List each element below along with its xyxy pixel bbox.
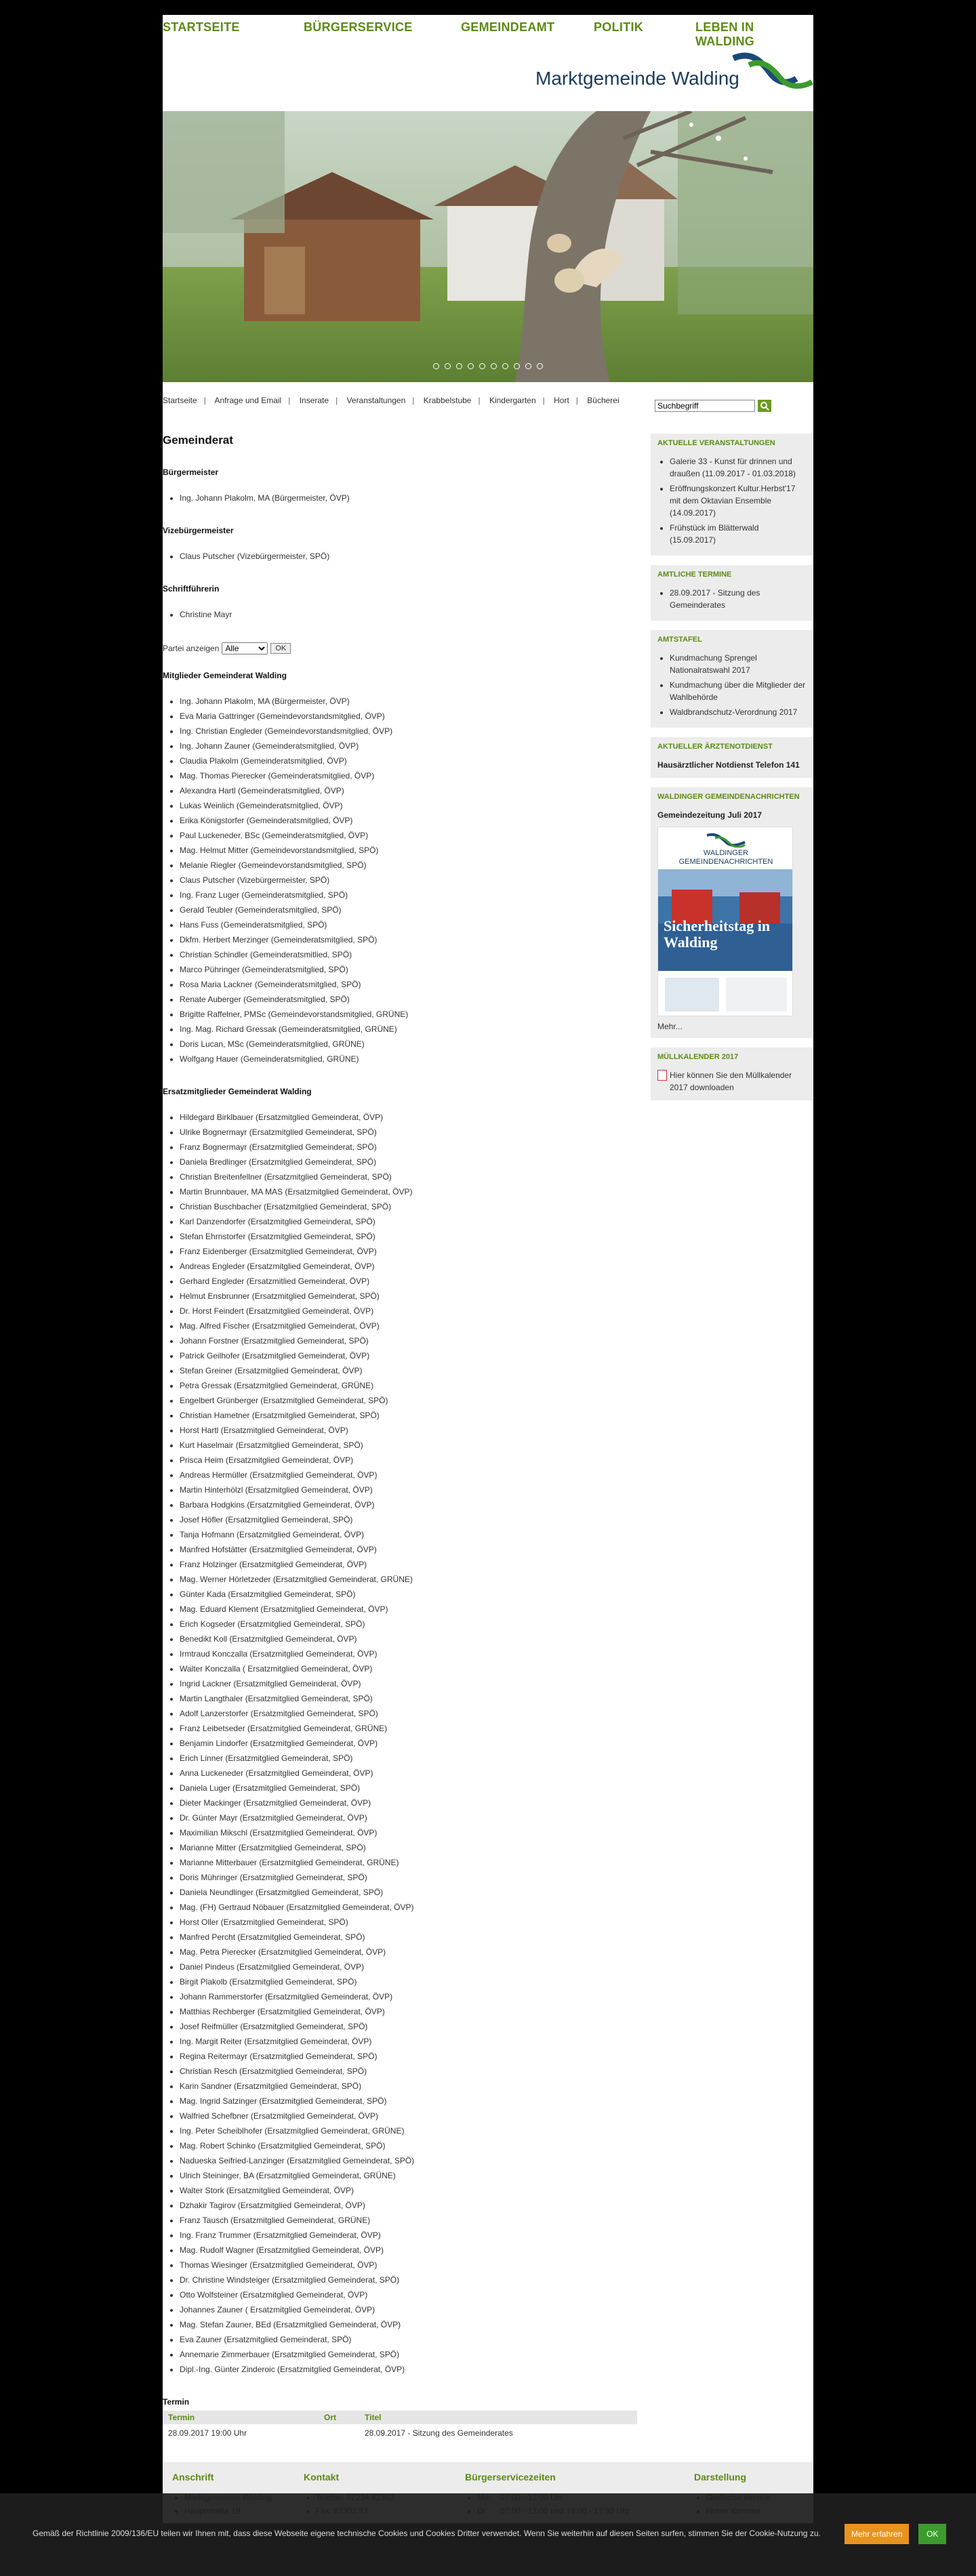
veranstaltungen-list bbox=[657, 455, 807, 546]
list-item: • Daniela Bredlinger (Ersatzmitglied Gemeinderat, SPÖ) bbox=[180, 1155, 637, 1169]
subnav-veranstaltungen[interactable]: Veranstaltungen bbox=[346, 396, 406, 405]
list-item: • Josef Reifmüller (Ersatzmitglied Gemeinderat, SPÖ) bbox=[180, 2019, 637, 2034]
separator: | bbox=[336, 396, 338, 405]
list-item: • Erich Kogseder (Ersatzmitglied Gemeinderat, SPÖ) bbox=[180, 1617, 637, 1632]
termin-col-titel: Titel bbox=[359, 2411, 637, 2424]
list-item: • Johann Rammerstorfer (Ersatzmitglied Gemeinderat, ÖVP) bbox=[180, 1989, 637, 2004]
list-item: • Manfred Percht (Ersatzmitglied Gemeinderat, SPÖ) bbox=[180, 1930, 637, 1945]
list-item: • Andreas Engleder (Ersatzmitglied Gemeinderat, ÖVP) bbox=[180, 1259, 637, 1274]
list-item: • Engelbert Grünberger (Ersatzmitglied Gemeinderat, SPÖ) bbox=[180, 1393, 637, 1408]
mitglieder-heading: Mitglieder Gemeinderat Walding bbox=[163, 671, 287, 680]
list-item: • Mag. Eduard Klement (Ersatzmitglied Gemeinderat, ÖVP) bbox=[180, 1602, 637, 1617]
termin-heading: Termin bbox=[163, 2397, 190, 2407]
cookie-banner bbox=[0, 2493, 976, 2576]
list-item: • Mag. Werner Hörletzeder (Ersatzmitglied Gemeinderat, GRÜNE) bbox=[180, 1572, 637, 1587]
list-item: • Walter Konczalla ( Ersatzmitglied Gemeinderat, ÖVP) bbox=[180, 1661, 637, 1676]
termin-row[interactable] bbox=[163, 2424, 637, 2442]
termin-cell-date: 28.09.2017 19:00 Uhr bbox=[168, 2428, 247, 2438]
list-item: • Alexandra Hartl (Gemeinderatsmitglied, ÖVP) bbox=[180, 783, 637, 798]
slideshow-dot[interactable] bbox=[525, 363, 531, 369]
nav-politik[interactable]: POLITIK bbox=[594, 20, 644, 34]
list-item: • Brigitte Raffelner, PMSc (Gemeindevorstandsmitglied, GRÜNE) bbox=[180, 1007, 637, 1022]
slideshow-dot[interactable] bbox=[456, 363, 462, 369]
list-item: • Manfred Hofstätter (Ersatzmitglied Gemeinderat, ÖVP) bbox=[180, 1542, 637, 1557]
list-item: • Christian Hametner (Ersatzmitglied Gemeinderat, SPÖ) bbox=[180, 1408, 637, 1423]
list-item: • Franz Holzinger (Ersatzmitglied Gemeinderat, ÖVP) bbox=[180, 1557, 637, 1572]
list-item: • Mag. (FH) Gertraud Nöbauer (Ersatzmitglied Gemeinderat, ÖVP) bbox=[180, 1900, 637, 1915]
list-item: • Mag. Ingrid Satzinger (Ersatzmitglied Gemeinderat, SPÖ) bbox=[180, 2094, 637, 2108]
party-select[interactable] bbox=[222, 642, 268, 655]
termin-header-row bbox=[163, 2411, 637, 2424]
subnav-buecherei[interactable]: Bücherei bbox=[587, 396, 619, 405]
list-item: • Renate Auberger (Gemeinderatsmitglied, SPÖ) bbox=[180, 992, 637, 1007]
list-item: • Franz Leibetseder (Ersatzmitglied Gemeinderat, GRÜNE) bbox=[180, 1721, 637, 1736]
nav-buergerservice[interactable]: BÜRGERSERVICE bbox=[304, 20, 413, 34]
list-item: • Mag. Petra Pierecker (Ersatzmitglied Gemeinderat, ÖVP) bbox=[180, 1945, 637, 1959]
cover-thumb-2 bbox=[726, 978, 787, 1012]
muellkalender-box bbox=[651, 1047, 813, 1100]
list-item: • Daniela Luger (Ersatzmitglied Gemeinderat, SPÖ) bbox=[180, 1781, 637, 1795]
slideshow-dot[interactable] bbox=[514, 363, 520, 369]
list-item: • Stefan Greiner (Ersatzmitglied Gemeinderat, ÖVP) bbox=[180, 1363, 637, 1378]
list-item: • Irmtraud Konczalla (Ersatzmitglied Gemeinderat, ÖVP) bbox=[180, 1646, 637, 1661]
list-item: • Franz Bognermayr (Ersatzmitglied Gemeinderat, SPÖ) bbox=[180, 1140, 637, 1155]
list-item: • Martin Brunnbauer, MA MAS (Ersatzmitglied Gemeinderat, ÖVP) bbox=[180, 1184, 637, 1199]
ersatzmitglieder-heading: Ersatzmitglieder Gemeinderat Walding bbox=[163, 1087, 312, 1096]
list-item: • Ing. Peter Scheiblhofer (Ersatzmitglied Gemeinderat, GRÜNE) bbox=[180, 2123, 637, 2138]
list-item: • Ing. Johann Plakolm, MA (Bürgermeister, ÖVP) bbox=[180, 694, 637, 709]
list-item[interactable]: • Kundmachung Sprengel Nationalratswahl 2017 bbox=[670, 652, 807, 676]
list-item[interactable]: • 28.09.2017 - Sitzung des Gemeinderates bbox=[670, 587, 807, 611]
list-item: • Andreas Hermüller (Ersatzmitglied Gemeinderat, ÖVP) bbox=[180, 1468, 637, 1482]
schriftfuehrerin-heading: Schriftführerin bbox=[163, 584, 220, 594]
list-item: • Otto Wolfsteiner (Ersatzmitglied Gemeinderat, ÖVP) bbox=[180, 2287, 637, 2302]
list-item: • Paul Luckeneder, BSc (Gemeinderatsmitglied, ÖVP) bbox=[180, 828, 637, 843]
list-item[interactable]: • Galerie 33 - Kunst für drinnen und draußen (11.09.2017 - 01.03.2018) bbox=[670, 455, 807, 480]
list-item: • Dr. Christine Windsteiger (Ersatzmitglied Gemeinderat, SPÖ) bbox=[180, 2272, 637, 2287]
cover-header bbox=[658, 827, 793, 868]
list-item: • Christian Breitenfellner (Ersatzmitglied Gemeinderat, SPÖ) bbox=[180, 1169, 637, 1184]
list-item: • Eva Zauner (Ersatzmitglied Gemeinderat, SPÖ) bbox=[180, 2332, 637, 2347]
list-item: • Marianne Mitter (Ersatzmitglied Gemeinderat, SPÖ) bbox=[180, 1840, 637, 1855]
list-item: • Dieter Mackinger (Ersatzmitglied Gemeinderat, ÖVP) bbox=[180, 1795, 637, 1810]
mitglieder-list bbox=[163, 694, 637, 1066]
list-item: • Mag. Stefan Zauner, BEd (Ersatzmitglied Gemeinderat, ÖVP) bbox=[180, 2317, 637, 2332]
list-item: • Franz Tausch (Ersatzmitglied Gemeinderat, GRÜNE) bbox=[180, 2213, 637, 2228]
gemeindenachrichten-box bbox=[651, 787, 813, 1038]
cover-thumb bbox=[665, 978, 719, 1012]
list-item: • Rosa Maria Lackner (Gemeinderatsmitglied, SPÖ) bbox=[180, 977, 637, 992]
nav-gemeindeamt[interactable]: GEMEINDEAMT bbox=[461, 20, 555, 34]
list-item: • Karl Danzendorfer (Ersatzmitglied Gemeinderat, SPÖ) bbox=[180, 1214, 637, 1229]
amtstafel-heading: AMTSTAFEL bbox=[657, 636, 702, 644]
list-item: • Ingrid Lackner (Ersatzmitglied Gemeinderat, ÖVP) bbox=[180, 1676, 637, 1691]
list-item: • Ing. Franz Trummer (Ersatzmitglied Gemeinderat, ÖVP) bbox=[180, 2228, 637, 2243]
list-item: • Ulrich Steininger, BA (Ersatzmitglied Gemeinderat, GRÜNE) bbox=[180, 2168, 637, 2183]
separator: | bbox=[288, 396, 291, 405]
footer-kontakt-heading: Kontakt bbox=[304, 2472, 340, 2482]
list-item: • Nadueska Seifried-Lanzinger (Ersatzmitglied Gemeinderat, SPÖ) bbox=[180, 2153, 637, 2168]
hero-slideshow bbox=[163, 111, 813, 382]
list-item: • Erika Königstorfer (Gemeinderatsmitglied, ÖVP) bbox=[180, 813, 637, 828]
list-item: • Anna Luckeneder (Ersatzmitglied Gemeinderat, ÖVP) bbox=[180, 1766, 637, 1781]
cover-title: WALDINGER GEMEINDENACHRICHTEN bbox=[678, 849, 773, 866]
vizebuergermeister-heading: Vizebürgermeister bbox=[163, 526, 234, 535]
cookie-text: Gemäß der Richtlinie 2009/136/EU teilen wir Ihnen mit, dass diese Webseite eigene technische Cookies und Cookies Dritter verwendet. Wenn Sie weiterhin auf diesen Seiten surfen, stimmen Sie der Cookie-Nutzung zu. bbox=[33, 2529, 821, 2538]
filter-label: Partei anzeigen bbox=[163, 644, 220, 653]
slideshow-dot[interactable] bbox=[491, 363, 497, 369]
termin-table bbox=[163, 2411, 637, 2442]
list-item: • Kurt Haselmair (Ersatzmitglied Gemeinderat, SPÖ) bbox=[180, 1438, 637, 1453]
logo-waves-icon bbox=[732, 51, 813, 92]
list-item: • Johannes Zauner ( Ersatzmitglied Gemeinderat, ÖVP) bbox=[180, 2302, 637, 2317]
list-item: • Wolfgang Hauer (Gemeinderatsmitglied, GRÜNE) bbox=[180, 1052, 637, 1066]
list-item: • Horst Oller (Ersatzmitglied Gemeinderat, SPÖ) bbox=[180, 1915, 637, 1930]
buergermeister-heading: Bürgermeister bbox=[163, 468, 219, 477]
list-item: • Hans Fuss (Gemeinderatsmitglied, SPÖ) bbox=[180, 917, 637, 932]
list-item: • Dipl.-Ing. Günter Zinderoic (Ersatzmitglied Gemeinderat, ÖVP) bbox=[180, 2362, 637, 2377]
subnav-startseite[interactable]: Startseite bbox=[163, 396, 197, 405]
main-content bbox=[163, 434, 637, 2442]
list-item: • Adolf Lanzerstorfer (Ersatzmitglied Gemeinderat, SPÖ) bbox=[180, 1706, 637, 1721]
amtstafel-box bbox=[651, 630, 813, 728]
list-item: • Christian Resch (Ersatzmitglied Gemeinderat, SPÖ) bbox=[180, 2064, 637, 2079]
list-item: • Walfried Schefbner (Ersatzmitglied Gemeinderat, ÖVP) bbox=[180, 2108, 637, 2123]
list-item: • Hildegard Birklbauer (Ersatzmitglied Gemeinderat, ÖVP) bbox=[180, 1110, 637, 1125]
list-item: • Johann Forstner (Ersatzmitglied Gemeinderat, SPÖ) bbox=[180, 1333, 637, 1348]
list-item: • Melanie Riegler (Gemeindevorstandsmitglied, SPÖ) bbox=[180, 858, 637, 873]
slideshow-dot[interactable] bbox=[479, 363, 485, 369]
list-item: • Maximilian Mikschl (Ersatzmitglied Gemeinderat, ÖVP) bbox=[180, 1825, 637, 1840]
amtliche-termine-list bbox=[657, 587, 807, 611]
slideshow-dot[interactable] bbox=[468, 363, 474, 369]
list-item: • Mag. Alfred Fischer (Ersatzmitglied Gemeinderat, ÖVP) bbox=[180, 1318, 637, 1333]
list-item: • Ing. Franz Luger (Gemeinderatsmitglied, SPÖ) bbox=[180, 888, 637, 902]
footer-darstellung-heading: Darstellung bbox=[694, 2472, 747, 2482]
slideshow-dot[interactable] bbox=[537, 363, 543, 369]
subnav-kindergarten[interactable]: Kindergarten bbox=[489, 396, 536, 405]
termin-cell-title: 28.09.2017 - Sitzung des Gemeinderates bbox=[365, 2428, 513, 2438]
list-item: • Helmut Ensbrunner (Ersatzmitglied Gemeinderat, SPÖ) bbox=[180, 1289, 637, 1304]
list-item: • Birgit Plakolb (Ersatzmitglied Gemeinderat, SPÖ) bbox=[180, 1974, 637, 1989]
list-item: • Karin Sandner (Ersatzmitglied Gemeinderat, SPÖ) bbox=[180, 2079, 637, 2094]
search-button[interactable] bbox=[758, 400, 771, 412]
list-item: • Doris Lucan, MSc (Gemeinderatsmitglied, GRÜNE) bbox=[180, 1037, 637, 1052]
party-filter bbox=[163, 642, 637, 655]
subnav-hort[interactable]: Hort bbox=[554, 396, 569, 405]
list-item: • Christian Schindler (Gemeinderatsmitlied, SPÖ) bbox=[180, 947, 637, 962]
list-item: • Martin Hinterhölzl (Ersatzmitglied Gemeinderat, ÖVP) bbox=[180, 1482, 637, 1497]
list-item: • Ing. Johann Plakolm, MA (Bürgermeister, ÖVP) bbox=[180, 491, 637, 505]
newsletter-cover-image[interactable] bbox=[657, 827, 793, 1016]
separator: | bbox=[203, 396, 206, 405]
gemeindenachrichten-heading: WALDINGER GEMEINDENACHRICHTEN bbox=[657, 793, 800, 801]
nav-startseite[interactable]: STARTSEITE bbox=[163, 20, 240, 34]
list-item[interactable]: • Kundmachung über die Mitglieder der Wahlbehörde bbox=[670, 679, 807, 703]
subnav-krabbelstube[interactable]: Krabbelstube bbox=[423, 396, 472, 405]
list-item: • Claudia Plakolm (Gemeinderatsmitglied, ÖVP) bbox=[180, 753, 637, 768]
search-icon bbox=[758, 400, 771, 412]
termin-col-termin: Termin bbox=[163, 2411, 319, 2424]
list-item: • Mag. Rudolf Wagner (Ersatzmitglied Gemeinderat, ÖVP) bbox=[180, 2243, 637, 2258]
list-item: • Horst Hartl (Ersatzmitglied Gemeinderat, ÖVP) bbox=[180, 1423, 637, 1438]
separator: | bbox=[575, 396, 578, 405]
list-item: • Tanja Hofmann (Ersatzmitglied Gemeinderat, ÖVP) bbox=[180, 1527, 637, 1542]
list-item: • Franz Eidenberger (Ersatzmitglied Gemeinderat, ÖVP) bbox=[180, 1244, 637, 1259]
list-item: • Mag. Helmut Mitter (Gemeindevorstandsmitglied, SPÖ) bbox=[180, 843, 637, 858]
list-item: • Ing. Mag. Richard Gressak (Gemeinderatsmitglied, GRÜNE) bbox=[180, 1022, 637, 1037]
search-input[interactable] bbox=[655, 400, 755, 412]
list-item: • Günter Kada (Ersatzmitglied Gemeinderat, SPÖ) bbox=[180, 1587, 637, 1602]
list-item: • Thomas Wiesinger (Ersatzmitglied Gemeinderat, ÖVP) bbox=[180, 2258, 637, 2272]
list-item: • Barbara Hodgkins (Ersatzmitglied Gemeinderat, ÖVP) bbox=[180, 1497, 637, 1512]
amtliche-termine-box bbox=[651, 565, 813, 621]
aerztenotdienst-heading: AKTUELLER ÄRZTENOTDIENST bbox=[657, 743, 773, 751]
cookie-more-button[interactable]: Mehr erfahren bbox=[845, 2524, 909, 2544]
list-item: • Daniel Pindeus (Ersatzmitglied Gemeinderat, ÖVP) bbox=[180, 1959, 637, 1974]
vizebuergermeister-list bbox=[163, 549, 637, 564]
slideshow-dot[interactable] bbox=[433, 363, 439, 369]
list-item: • Dr. Günter Mayr (Ersatzmitglied Gemeinderat, ÖVP) bbox=[180, 1810, 637, 1825]
pdf-icon bbox=[657, 1070, 667, 1081]
list-item: • Marianne Mitterbauer (Ersatzmitglied Gemeinderat, GRÜNE) bbox=[180, 1855, 637, 1870]
slideshow-dots bbox=[163, 361, 813, 371]
list-item: • Gerald Teubler (Gemeinderatsmitglied, SPÖ) bbox=[180, 902, 637, 917]
list-item: • Josef Höfler (Ersatzmitglied Gemeinderat, SPÖ) bbox=[180, 1512, 637, 1527]
veranstaltungen-box bbox=[651, 434, 813, 556]
list-item: • Patrick Geilhofer (Ersatzmitglied Gemeinderat, ÖVP) bbox=[180, 1348, 637, 1363]
list-item: • Petra Gressak (Ersatzmitglied Gemeinderat, GRÜNE) bbox=[180, 1378, 637, 1393]
list-item[interactable]: • Eröffnungskonzert Kultur.Herbst'17 mit dem Oktavian Ensemble (14.09.2017) bbox=[670, 482, 807, 519]
page-wrapper bbox=[163, 15, 813, 2508]
veranstaltungen-heading: AKTUELLE VERANSTALTUNGEN bbox=[657, 439, 775, 447]
list-item: • Erich Linner (Ersatzmitglied Gemeinderat, SPÖ) bbox=[180, 1751, 637, 1766]
top-navigation bbox=[163, 15, 813, 48]
slideshow-dot[interactable] bbox=[502, 363, 508, 369]
nav-leben-in-walding[interactable]: LEBEN IN WALDING bbox=[695, 20, 755, 48]
page-title: Gemeinderat bbox=[163, 434, 233, 446]
buergermeister-list bbox=[163, 491, 637, 505]
list-item: • Matthias Rechberger (Ersatzmitglied Gemeinderat, ÖVP) bbox=[180, 2004, 637, 2019]
ersatzmitglieder-list bbox=[163, 1110, 637, 2377]
logo-text: Marktgemeinde Walding bbox=[535, 68, 739, 89]
list-item: • Christian Buschbacher (Ersatzmitglied Gemeinderat, SPÖ) bbox=[180, 1199, 637, 1214]
list-item: • Annemarie Zimmerbauer (Ersatzmitglied Gemeinderat, SPÖ) bbox=[180, 2347, 637, 2362]
list-item: • Stefan Ehrnstorfer (Ersatzmitglied Gemeinderat, SPÖ) bbox=[180, 1229, 637, 1244]
list-item: • Ing. Johann Zauner (Gemeinderatsmitglied, ÖVP) bbox=[180, 739, 637, 753]
aerztenotdienst-text: Hausärztlicher Notdienst Telefon 141 bbox=[657, 760, 800, 770]
separator: | bbox=[542, 396, 545, 405]
list-item: • Dkfm. Herbert Merzinger (Gemeinderatsmitglied, SPÖ) bbox=[180, 932, 637, 947]
separator: | bbox=[478, 396, 481, 405]
list-item: • Lukas Weinlich (Gemeinderatsmitglied, ÖVP) bbox=[180, 798, 637, 813]
cover-photo bbox=[658, 869, 793, 971]
list-item: • Prisca Heim (Ersatzmitglied Gemeinderat, ÖVP) bbox=[180, 1453, 637, 1468]
list-item: • Regina Reitermayr (Ersatzmitglied Gemeinderat, SPÖ) bbox=[180, 2049, 637, 2064]
separator: | bbox=[412, 396, 415, 405]
list-item[interactable]: • Frühstück im Blätterwald (15.09.2017) bbox=[670, 522, 807, 546]
list-item: • Daniela Neundlinger (Ersatzmitglied Gemeinderat, SPÖ) bbox=[180, 1885, 637, 1900]
sub-navigation bbox=[163, 396, 637, 405]
list-item: • Ulrike Bognermayr (Ersatzmitglied Gemeinderat, SPÖ) bbox=[180, 1125, 637, 1140]
cover-headline: Sicherheitstag in Walding bbox=[664, 917, 771, 951]
list-item: • Eva Maria Gattringer (Gemeindevorstandsmitglied, ÖVP) bbox=[180, 709, 637, 724]
site-logo[interactable] bbox=[535, 49, 813, 103]
list-item: • Claus Putscher (Vizebürgermeister, SPÖ) bbox=[180, 549, 637, 564]
list-item: • Martin Langthaler (Ersatzmitglied Gemeinderat, SPÖ) bbox=[180, 1691, 637, 1706]
list-item: • Benedikt Koll (Ersatzmitglied Gemeinderat, ÖVP) bbox=[180, 1632, 637, 1646]
footer-anschrift-heading: Anschrift bbox=[172, 2472, 214, 2482]
termin-col-ort: Ort bbox=[319, 2411, 359, 2424]
muellkalender-download[interactable] bbox=[657, 1069, 807, 1094]
sidebar bbox=[651, 434, 813, 1110]
subnav-inserate[interactable]: Inserate bbox=[299, 396, 329, 405]
gemeindezeitung-title[interactable]: Gemeindezeitung Juli 2017 bbox=[657, 810, 762, 820]
list-item: • Ing. Christian Engleder (Gemeindevorstandsmitglied, ÖVP) bbox=[180, 724, 637, 739]
list-item: • Doris Mühringer (Ersatzmitglied Gemeinderat, SPÖ) bbox=[180, 1870, 637, 1885]
list-item: • Dr. Horst Feindert (Ersatzmitglied Gemeinderat, ÖVP) bbox=[180, 1304, 637, 1318]
slideshow-dot[interactable] bbox=[445, 363, 451, 369]
amtliche-termine-heading: AMTLICHE TERMINE bbox=[657, 570, 732, 579]
subnav-anfrage[interactable]: Anfrage und Email bbox=[214, 396, 282, 405]
amtstafel-list bbox=[657, 652, 807, 718]
aerztenotdienst-box bbox=[651, 737, 813, 778]
list-item: • Christine Mayr bbox=[180, 607, 637, 622]
list-item: • Walter Stork (Ersatzmitglied Gemeinderat, ÖVP) bbox=[180, 2183, 637, 2198]
termin-cell-ort bbox=[319, 2424, 359, 2442]
list-item: • Gerhard Engleder (Ersatzmitlied Gemeinderat, ÖVP) bbox=[180, 1274, 637, 1289]
search-box bbox=[655, 400, 755, 412]
list-item: • Claus Putscher (Vizebürgermeister, SPÖ) bbox=[180, 873, 637, 888]
list-item: • Mag. Thomas Pierecker (Gemeinderatsmitglied, ÖVP) bbox=[180, 768, 637, 783]
footer-zeiten-heading: Bürgerservicezeiten bbox=[465, 2472, 556, 2482]
list-item[interactable]: • Waldbrandschutz-Verordnung 2017 bbox=[670, 706, 807, 718]
list-item: • Dzhakir Tagirov (Ersatzmitglied Gemeinderat, ÖVP) bbox=[180, 2198, 637, 2213]
schriftfuehrerin-list bbox=[163, 607, 637, 622]
filter-ok-button[interactable]: OK bbox=[270, 643, 291, 654]
news-more-link[interactable]: Mehr... bbox=[657, 1022, 683, 1031]
muellkalender-heading: MÜLLKALENDER 2017 bbox=[657, 1053, 739, 1061]
list-item: • Mag. Robert Schinko (Ersatzmitglied Gemeinderat, SPÖ) bbox=[180, 2138, 637, 2153]
list-item: • Marco Pühringer (Gemeinderatsmitglied, SPÖ) bbox=[180, 962, 637, 977]
muellkalender-text: Hier können Sie den Müllkalender 2017 downloaden bbox=[670, 1071, 792, 1092]
list-item: • Ing. Margit Reiter (Ersatzmitglied Gemeinderat, ÖVP) bbox=[180, 2034, 637, 2049]
cover-logo-icon bbox=[706, 833, 746, 848]
hero-image bbox=[163, 111, 813, 382]
cookie-ok-button[interactable]: OK bbox=[918, 2524, 946, 2544]
list-item: • Benjamin Lindorfer (Ersatzmitglied Gemeinderat, ÖVP) bbox=[180, 1736, 637, 1751]
